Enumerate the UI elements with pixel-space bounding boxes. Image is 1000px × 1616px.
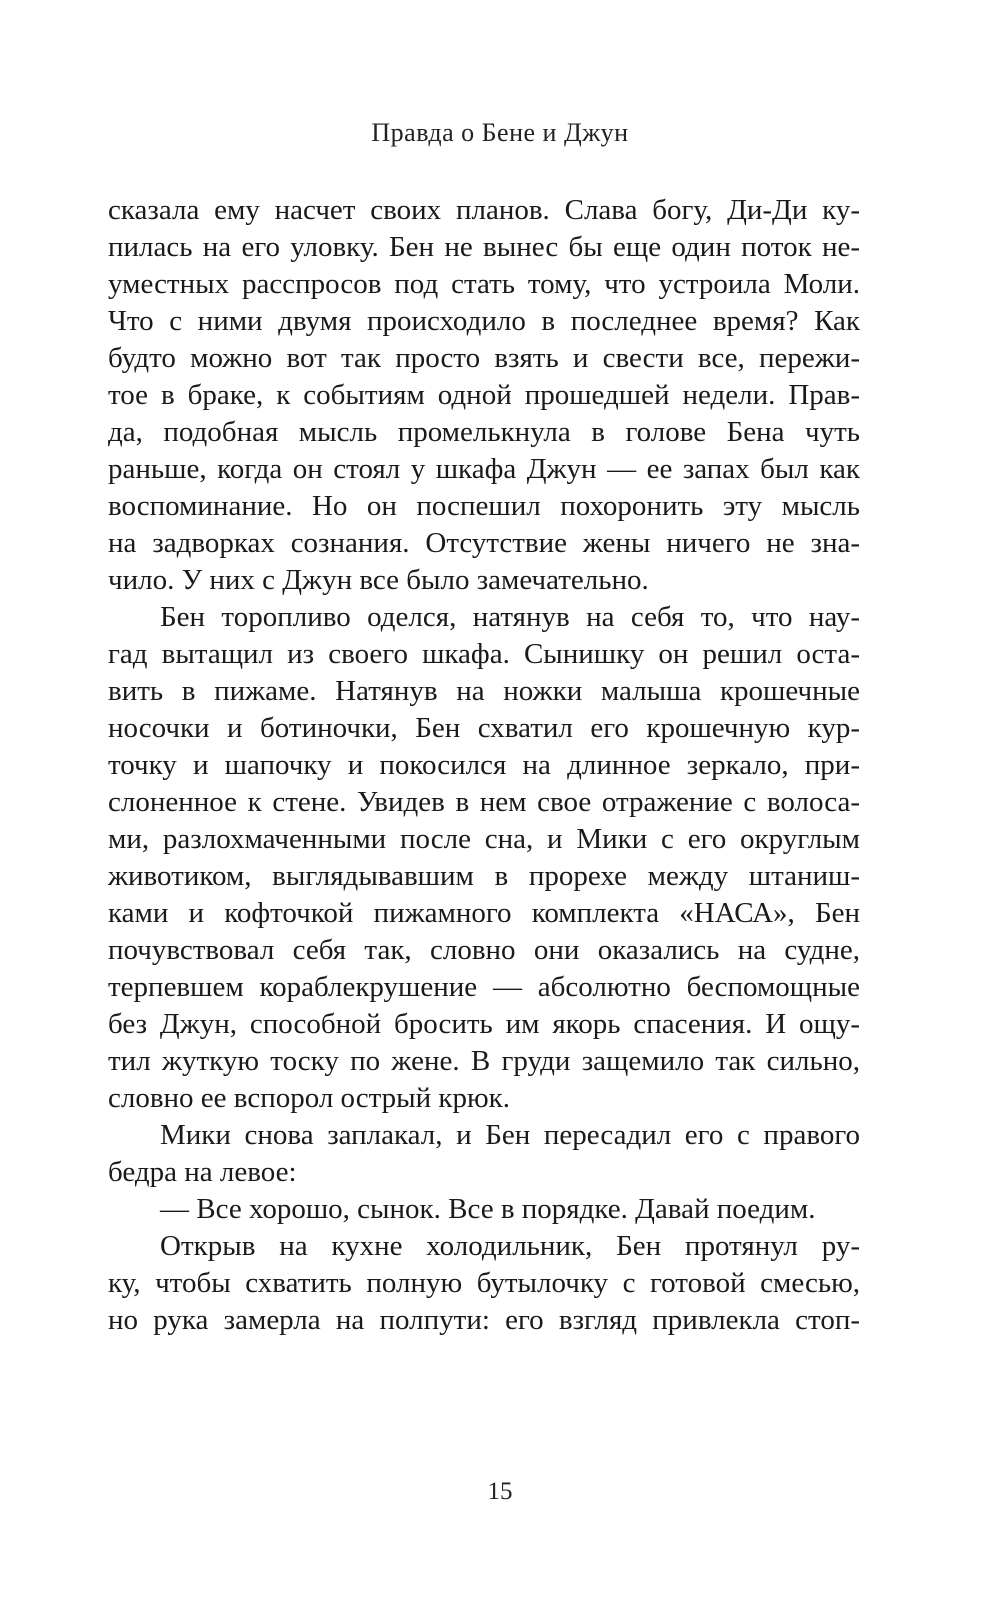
text-line: да, подобная мысль промелькнула в голове Бена чуть [108,416,860,448]
text-line: ками и кофточкой пижамного комплекта «НАСА», Бен [108,897,860,929]
text-line: чило. У них с Джун все было замечательно. [108,564,649,596]
text-line: уместных расспросов под стать тому, что устроила Моли. [108,268,860,300]
text-line: Бен торопливо оделся, натянув на себя то, что нау- [160,601,860,633]
text-line: Что с ними двумя происходило в последнее время? Как [108,305,860,337]
text-line: тил жуткую тоску по жене. В груди защемило так сильно, [108,1045,860,1077]
text-line: ку, чтобы схватить полную бутылочку с готовой смесью, [108,1267,860,1299]
text-line: будто можно вот так просто взять и свести все, пережи- [108,342,860,374]
running-head: Правда о Бене и Джун [371,118,629,147]
text-line: раньше, когда он стоял у шкафа Джун — ее запах был как [108,453,860,485]
text-line: на задворках сознания. Отсутствие жены ничего не зна- [108,527,860,559]
text-line: без Джун, способной бросить им якорь спасения. И ощу- [108,1008,860,1040]
text-line: гад вытащил из своего шкафа. Сынишку он решил оста- [108,638,860,670]
text-line: воспоминание. Но он поспешил похоронить эту мысль [108,490,860,522]
text-line: — Все хорошо, сынок. Все в порядке. Давай поедим. [160,1193,816,1225]
text-line: словно ее вспорол острый крюк. [108,1082,511,1114]
text-line: бедра на левое: [108,1156,297,1188]
text-line: животиком, выглядывавшим в прорехе между штаниш- [108,860,860,892]
page-number: 15 [487,1478,513,1505]
text-line: Открыв на кухне холодильник, Бен протянул ру- [160,1230,860,1262]
text-line: ми, разлохмаченными после сна, и Мики с его округлым [108,823,860,855]
text-line: носочки и ботиночки, Бен схватил его крошечную кур- [108,712,860,744]
text-line: почувствовал себя так, словно они оказались на судне, [108,934,860,966]
text-line: но рука замерла на полпути: его взгляд привлекла стоп- [108,1304,860,1336]
text-line: терпевшем кораблекрушение — абсолютно беспомощные [108,971,860,1003]
text-line: вить в пижаме. Натянув на ножки малыша крошечные [108,675,860,707]
text-line: Мики снова заплакал, и Бен пересадил его с правого [160,1119,860,1151]
text-line: точку и шапочку и покосился на длинное зеркало, при- [108,749,860,781]
body-text [108,192,860,1339]
text-line: пилась на его уловку. Бен не вынес бы еще один поток не- [108,231,860,263]
text-line: сказала ему насчет своих планов. Слава богу, Ди-Ди ку- [108,194,860,226]
text-line: слоненное к стене. Увидев в нем свое отражение с волоса- [108,786,860,818]
text-line: тое в браке, к событиям одной прошедшей недели. Прав- [108,379,860,411]
